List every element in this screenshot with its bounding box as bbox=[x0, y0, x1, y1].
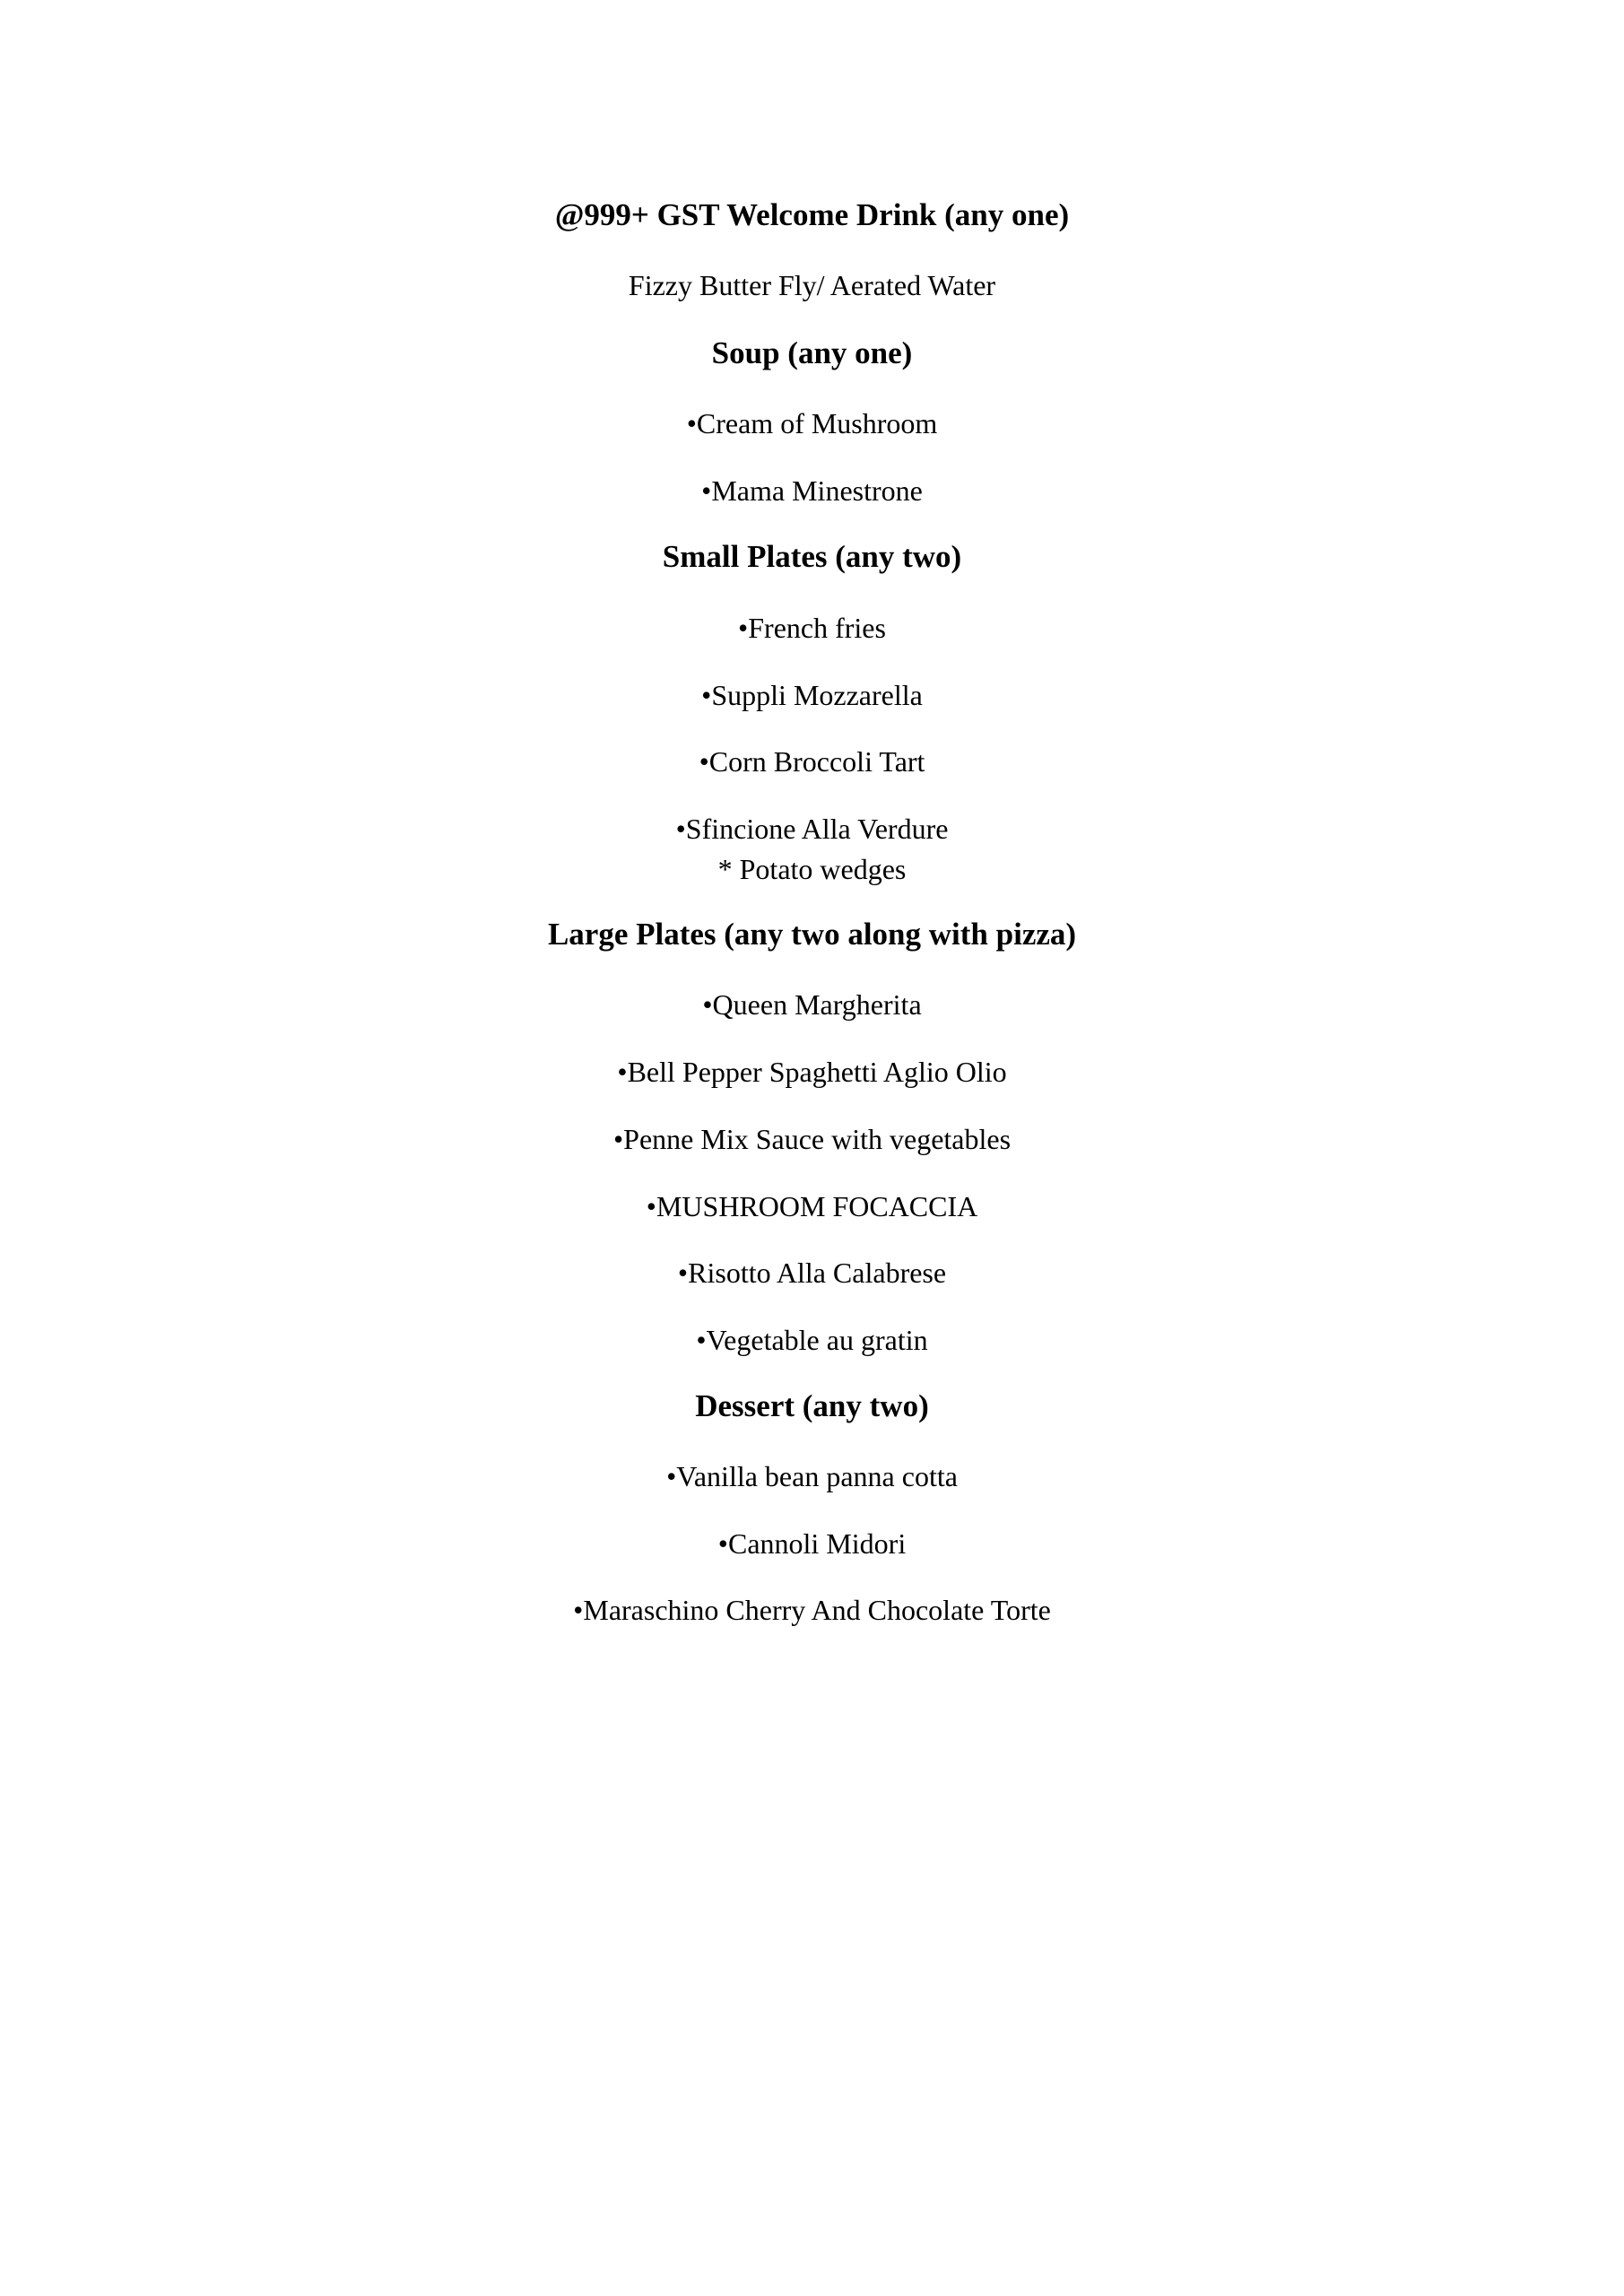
small-plates-item: •Suppli Mozzarella bbox=[701, 679, 923, 711]
large-plates-heading: Large Plates (any two along with pizza) bbox=[547, 917, 1077, 952]
welcome-drink-heading: @999+ GST Welcome Drink (any one) bbox=[554, 197, 1070, 232]
soup-item: •Mama Minestrone bbox=[701, 474, 923, 507]
small-plates-item: •French fries bbox=[738, 612, 886, 644]
soup-item: •Cream of Mushroom bbox=[686, 407, 938, 439]
small-plates-heading: Small Plates (any two) bbox=[662, 539, 962, 574]
small-plates-item: * Potato wedges bbox=[717, 853, 907, 885]
dessert-item: •Cannoli Midori bbox=[717, 1527, 907, 1560]
small-plates-item: •Corn Broccoli Tart bbox=[699, 745, 925, 778]
large-plates-item: •Bell Pepper Spaghetti Aglio Olio bbox=[617, 1056, 1007, 1088]
small-plates-item: •Sfincione Alla Verdure bbox=[675, 813, 949, 845]
dessert-heading: Dessert (any two) bbox=[695, 1388, 929, 1423]
soup-heading: Soup (any one) bbox=[711, 335, 913, 370]
large-plates-item: •MUSHROOM FOCACCIA bbox=[646, 1190, 978, 1222]
dessert-item: •Maraschino Cherry And Chocolate Torte bbox=[573, 1594, 1051, 1626]
dessert-item: •Vanilla bean panna cotta bbox=[666, 1460, 958, 1492]
large-plates-item: •Risotto Alla Calabrese bbox=[677, 1257, 947, 1289]
large-plates-item: •Vegetable au gratin bbox=[696, 1324, 928, 1356]
large-plates-item: •Queen Margherita bbox=[702, 988, 922, 1021]
large-plates-item: •Penne Mix Sauce with vegetables bbox=[612, 1123, 1012, 1155]
welcome-drink-item: Fizzy Butter Fly/ Aerated Water bbox=[628, 269, 996, 301]
